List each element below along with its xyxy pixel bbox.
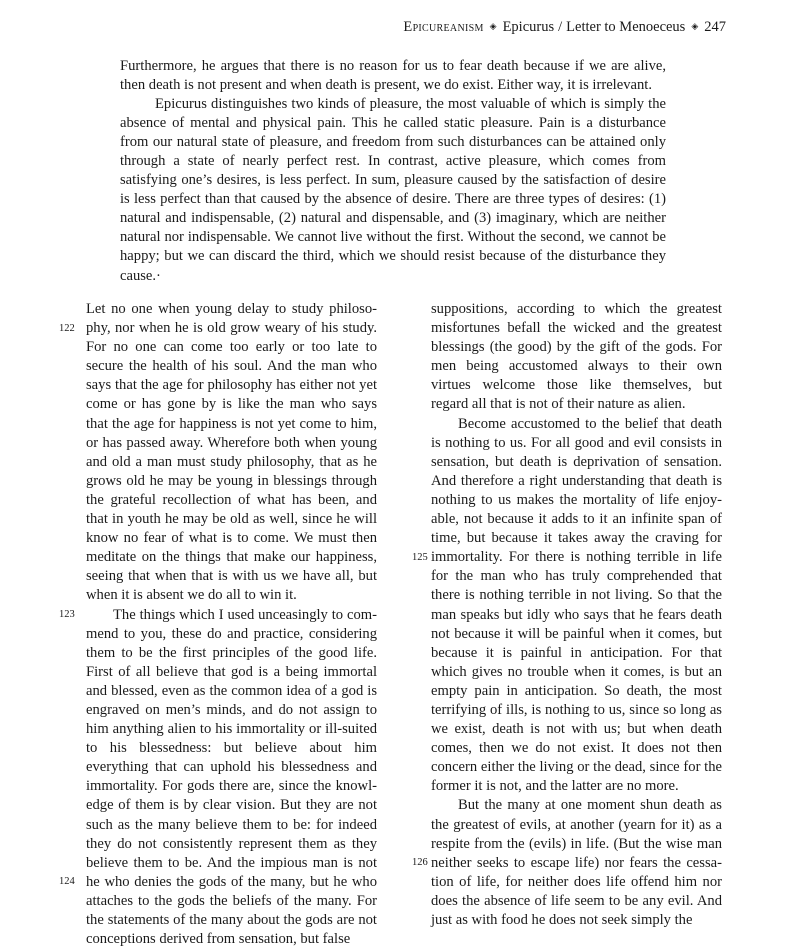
running-header bbox=[403, 17, 726, 38]
diamond-ornament-icon: ◈ bbox=[691, 21, 699, 31]
intro-paragraph: Furthermore, he argues that there is no reason for us to fear death because if we are alive, then death is not present and when death is present, we do exist. Either way, it is irrelevant. bbox=[120, 58, 666, 94]
right-column bbox=[431, 300, 722, 930]
header-title: Letter to Menoeceus bbox=[566, 19, 686, 35]
body-paragraph: Become accustomed to the belief that death is nothing to us. For all good and evil consists in sensation, but death is deprivation of sensation. And therefore a right understanding that death is nothing to us makes the mortality of life enjoyable, not because it adds to it an infinite span of time, but because it takes away the craving for immortality. For there is nothing terrible in life for the man who has truly comprehended that there is nothing terrible in not living. So that the man speaks but idly who says that he fears death not because it will be painful when it comes, but because it is painful in anticipation. For that which gives no trouble when it comes, is but an empty pain in anticipation. So death, the most terrifying of ills, is nothing to us, since so long as we exist, death is not with us; but when death comes, then we do not exist. It does not then concern either the living or the dead, since for the former it is not, and the latter are no more. bbox=[431, 415, 722, 795]
intro-paragraph: Epicurus distinguishes two kinds of pleasure, the most valuable of which is simply the absence of mental and physical pain. This he called static pleasure. Pain is a disturbance from our natural state of pleasure, and freedom from such disturbances can be attained only through a state of nearly perfect rest. In contrast, active pleasure, which comes from satisfying one’s desires, is less perfect. In sum, pleasure caused by the satisfaction of desire is less perfect than that caused by the absence of desire. There are three types of desires: (1) natural and indispensable, (2) natural and dispensable, and (3) imaginary, which are neither natural nor indispensable. We cannot live without the first. Without the second, we cannot be happy; but we can discard the third, which we should resist because of the disturbance they cause.· bbox=[120, 96, 666, 284]
left-column bbox=[86, 300, 377, 949]
header-author: Epicurus bbox=[502, 19, 555, 35]
page-number: 247 bbox=[704, 19, 726, 35]
body-paragraph: The things which I used unceasingly to commend to you, these do and practice, considering them to be the first principles of the good life. First of all believe that god is a being immortal and blessed, even as the common idea of a god is engraved on men’s minds, and do not assign to him anything alien to his immortality or ill-suited to his blessedness: but believe about him everything that can uphold his blessedness and immortality. For gods there are, since the knowledge of them is by clear vision. But they are not such as the many believe them to be: for indeed they do not consistently represent them as they believe them to be. And the impious man is not he who denies the gods of the many, but he who attaches to the gods the beliefs of the many. For the statements of the many about the gods are not conceptions derived from sensation, but false bbox=[86, 606, 377, 948]
body-paragraph: suppositions, according to which the greatest misfortunes befall the wicked and the greatest blessings (the good) by the gift of the gods. For men being accustomed always to their own virtues welcome those like themselves, but regard all that is not of their nature as alien. bbox=[431, 301, 722, 413]
margin-section-number: 124 bbox=[59, 876, 75, 887]
header-separator: / bbox=[558, 19, 563, 35]
body-paragraph: Let no one when young delay to study philosophy, nor when he is old grow weary of his study. For no one can come too early or too late to secure the health of his soul. And the man who says that the age for philosophy has either not yet come or has gone by is like the man who says that the age for happiness is not yet come to him, or has passed away. Wherefore both when young and old a man must study philosophy, that as he grows old he may be young in blessings through the grateful recollection of what has been, and that in youth he may be old as well, since he will know no fear of what is to come. We must then meditate on the things that make our happiness, seeing that when that is with us we have all, but when it is absent we do all to win it. bbox=[86, 301, 377, 604]
introduction-text bbox=[120, 57, 666, 286]
body-paragraph: But the many at one moment shun death as the greatest of evils, at another (yearn for it) as a respite from the (evils) in life. (But the wise man neither seeks to escape life) nor fears the cessation of life, for neither does life offend him nor does the absence of life seem to be any evil. And just as with food he does not seek simply the bbox=[431, 797, 722, 928]
margin-section-number: 123 bbox=[59, 609, 75, 620]
margin-section-number: 125 bbox=[412, 552, 428, 563]
header-section: Epicureanism bbox=[403, 19, 484, 35]
margin-section-number: 122 bbox=[59, 323, 75, 334]
diamond-ornament-icon: ◈ bbox=[489, 21, 497, 31]
margin-section-number: 126 bbox=[412, 857, 428, 868]
